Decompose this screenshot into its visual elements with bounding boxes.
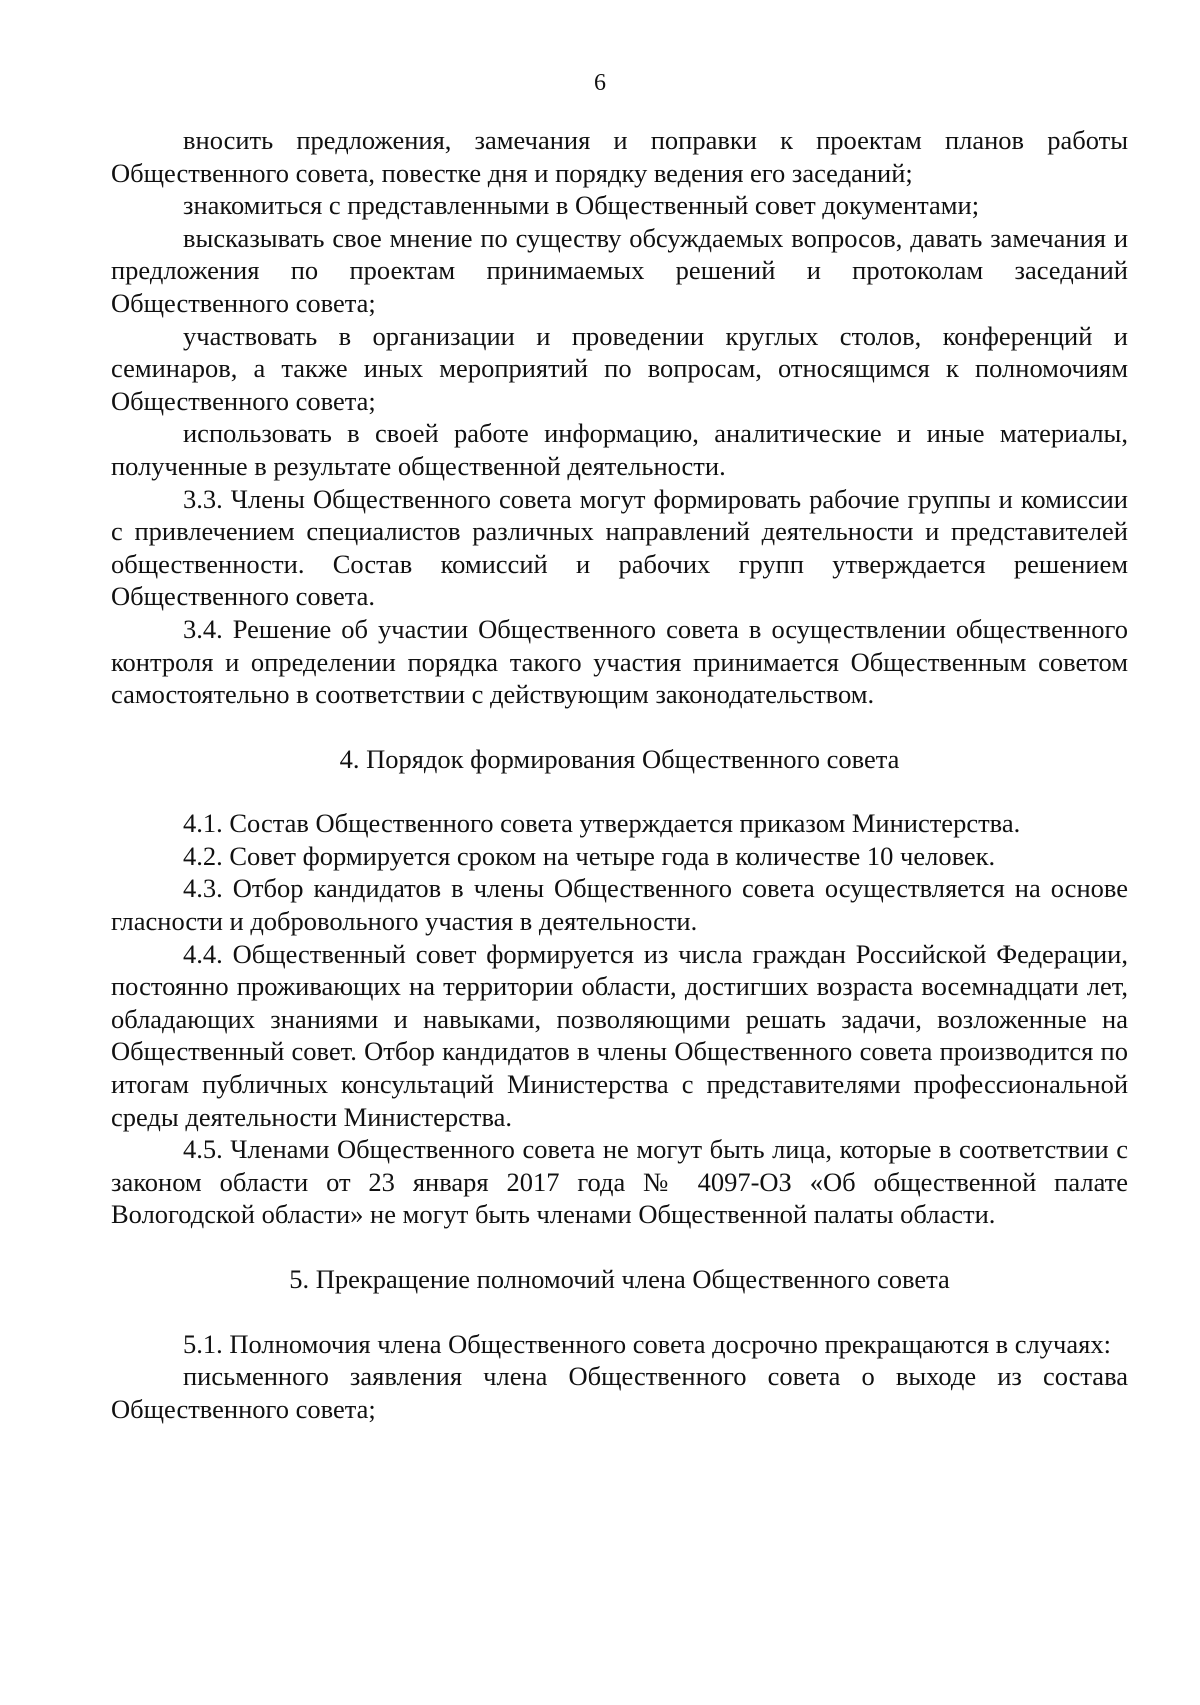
paragraph-4-4: 4.4. Общественный совет формируется из числа граждан Российской Федерации, постоянно проживающих на территории области, достигших возраста восемнадцати лет, обладающих знаниями и навыками, позволяющими решать задачи, возложенные на Общественный совет. Отбор кандидатов в члены Общественного совета производится по итогам публичных консультаций Министерства с представителями профессиональной среды деятельности Министерства. xyxy=(111,938,1128,1132)
section-heading-4: 4. Порядок формирования Общественного совета xyxy=(339,743,900,774)
paragraph-materials: использовать в своей работе информацию, аналитические и иные материалы, полученные в результате общественной деятельности. xyxy=(111,418,1128,481)
document-body xyxy=(111,124,1128,1425)
paragraph-4-2: 4.2. Совет формируется сроком на четыре года в количестве 10 человек. xyxy=(183,840,996,871)
paragraph-3-3: 3.3. Члены Общественного совета могут формировать рабочие группы и комиссии с привлечением специалистов различных направлений деятельности и представителей общественности. Состав комиссий и рабочих групп утверждается решением Общественного совета. xyxy=(111,483,1128,612)
paragraph-4-5: 4.5. Членами Общественного совета не могут быть лица, которые в соответствии с законом области от 23 января 2017 года № 4097-ОЗ «Об общественной палате Вологодской области» не могут быть членами Общественной палаты области. xyxy=(111,1134,1128,1230)
paragraph-4-3: 4.3. Отбор кандидатов в члены Общественного совета осуществляется на основе гласности и добровольного участия в деятельности. xyxy=(111,873,1128,937)
paragraph-opinion: высказывать свое мнение по существу обсуждаемых вопросов, давать замечания и предложения по проектам принимаемых решений и протоколам заседаний Общественного совета; xyxy=(111,222,1128,318)
paragraph-5-1: 5.1. Полномочия члена Общественного совета досрочно прекращаются в случаях: xyxy=(183,1328,1111,1359)
paragraph-written-statement: письменного заявления члена Общественного совета о выходе из состава Общественного совета; xyxy=(111,1361,1128,1424)
paragraph-4-1: 4.1. Состав Общественного совета утверждается приказом Министерства. xyxy=(183,808,1021,839)
paragraph-events: участвовать в организации и проведении круглых столов, конференций и семинаров, а также иных мероприятий по вопросам, относящимся к полномочиям Общественного совета; xyxy=(111,320,1128,416)
paragraph-documents: знакомиться с представленными в Общественный совет документами; xyxy=(183,190,980,221)
section-heading-5: 5. Прекращение полномочий члена Общественного совета xyxy=(289,1264,950,1294)
paragraph-proposals: вносить предложения, замечания и поправки к проектам планов работы Общественного совета, повестке дня и порядку ведения его заседаний; xyxy=(111,125,1128,188)
paragraph-3-4: 3.4. Решение об участии Общественного совета в осуществлении общественного контроля и определении порядка такого участия принимается Общественным советом самостоятельно в соответствии с действующим законодательством. xyxy=(111,613,1128,710)
page-number: 6 xyxy=(594,70,606,96)
